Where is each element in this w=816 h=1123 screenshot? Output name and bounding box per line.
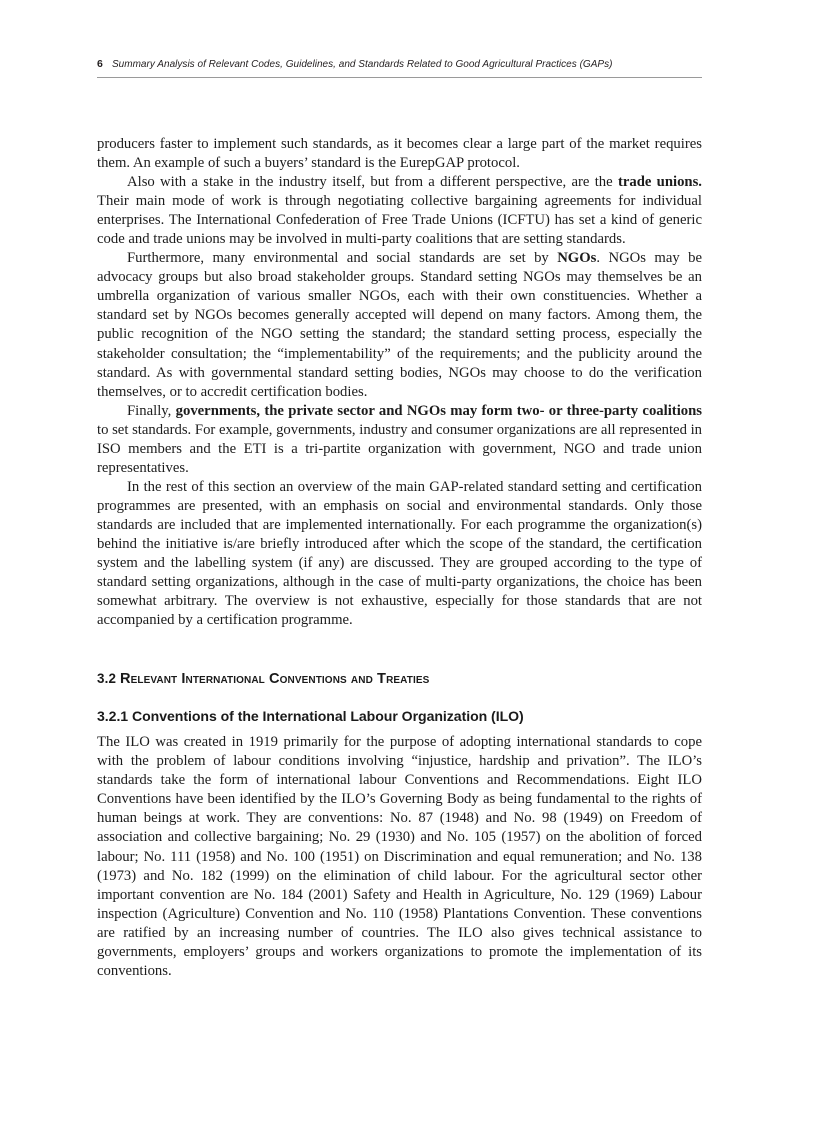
running-header [97, 58, 702, 70]
paragraph-text: producers faster to implement such standards, as it becomes clear a large part of the market requires them. An example of such a buyers’ standard is the EurepGAP protocol. [97, 136, 702, 172]
paragraph-coalitions [97, 402, 702, 478]
paragraph-text-lead: Also with a stake in the industry itself, but from a different perspective, are the [127, 174, 618, 191]
section-number: 3.2 [97, 671, 117, 687]
spacer-after-subsection-heading [97, 724, 702, 733]
emphasis-ngos: NGOs [557, 250, 597, 267]
paragraph-text-rest: . NGOs may be advocacy groups but also broad stakeholder groups. Standard setting NGOs may themselves be an umbrella organization of various smaller NGOs, each with their own constituencies. Whether a standard set by NGOs becomes generally accepted will depend on many factors. Among them, the public recognition of the NGO setting the standard; the standard setting process, especially the stakeholder consultation; the “implementability” of the requirements; and the publicity around the standard. As with governmental standard setting bodies, NGOs may choose to do the verification themselves, or to accredit certification bodies. [97, 250, 702, 400]
paragraph-continuation [97, 135, 702, 173]
paragraph-trade-unions [97, 173, 702, 249]
page-number: 6 [97, 58, 103, 70]
subsection-heading-3-2-1: 3.2.1 Conventions of the International Labour Organization (ILO) [97, 708, 524, 725]
paragraph-text: The ILO was created in 1919 primarily for the purpose of adopting international standards to cope with the problem of labour conditions involving “injustice, hardship and privation”. The ILO’s standards take the form of international labour Conventions and Recommendations. Eight ILO Conventions have been identified by the ILO’s Governing Body as being fundamental to the rights of human beings at work. They are conventions: No. 87 (1948) and No. 98 (1949) on Freedom of association and collective bargaining; No. 29 (1930) and No. 105 (1957) on the abolition of forced labour; No. 111 (1958) and No. 100 (1951) on Discrimination and equal remuneration; and No. 138 (1973) and No. 182 (1999) on the elimination of child labour. For the agricultural sector other important convention are No. 184 (2001) Safety and Health in Agriculture, No. 129 (1969) Labour inspection (Agriculture) Convention and No. 110 (1958) Plantations Convention. These conventions are ratified by an increasing number of countries. The ILO also gives technical assistance to governments, employers’ groups and workers organizations to promote the implementation of its conventions. [97, 734, 702, 979]
paragraph-text-rest: to set standards. For example, governments, industry and consumer organizations are all represented in ISO members and the ETI is a tri-partite organization with government, NGO and trade union representatives. [97, 421, 703, 476]
paragraph-text: In the rest of this section an overview of the main GAP-related standard setting and certification programmes are presented, with an emphasis on social and environmental standards. Only those standards are included that are implemented internationally. For each programme the organization(s) behind the initiative is/are briefly introduced after which the scope of the standard, the certification system and the labelling system (if any) are discussed. They are grouped according to the type of standard setting organizations, although in the case of multi-party organizations, the choice has been somewhat arbitrary. The overview is not exhaustive, especially for those standards that are not accompanied by a certification programme. [97, 478, 702, 629]
emphasis-trade-unions: trade unions. [617, 174, 702, 191]
paragraph-text-rest: Their main mode of work is through negotiating collective bargaining agreements for individual enterprises. The International Confederation of Free Trade Unions (ICFTU) has set a kind of generic code and trade unions may be involved in multi-party coalitions that are setting standards. [97, 193, 702, 248]
spacer-before-section-heading [97, 630, 702, 671]
body-content [97, 135, 702, 981]
running-header-title: Summary Analysis of Relevant Codes, Guidelines, and Standards Related to Good Agricultural Practices (GAPs) [111, 59, 613, 70]
section-heading-3-2 [97, 671, 702, 687]
emphasis-coalitions: governments, the private sector and NGOs may form two- or three-party coalitions [175, 402, 702, 419]
paragraph-text-lead: Finally, [127, 402, 176, 419]
paragraph-ilo [97, 733, 702, 981]
paragraph-section-overview [97, 478, 702, 630]
spacer-before-subsection-heading [97, 687, 702, 708]
header-divider [97, 77, 702, 78]
paragraph-ngos [97, 249, 702, 401]
section-title: Relevant International Conventions and Treaties [119, 671, 430, 688]
paragraph-text-lead: Furthermore, many environmental and social standards are set by [127, 250, 558, 267]
